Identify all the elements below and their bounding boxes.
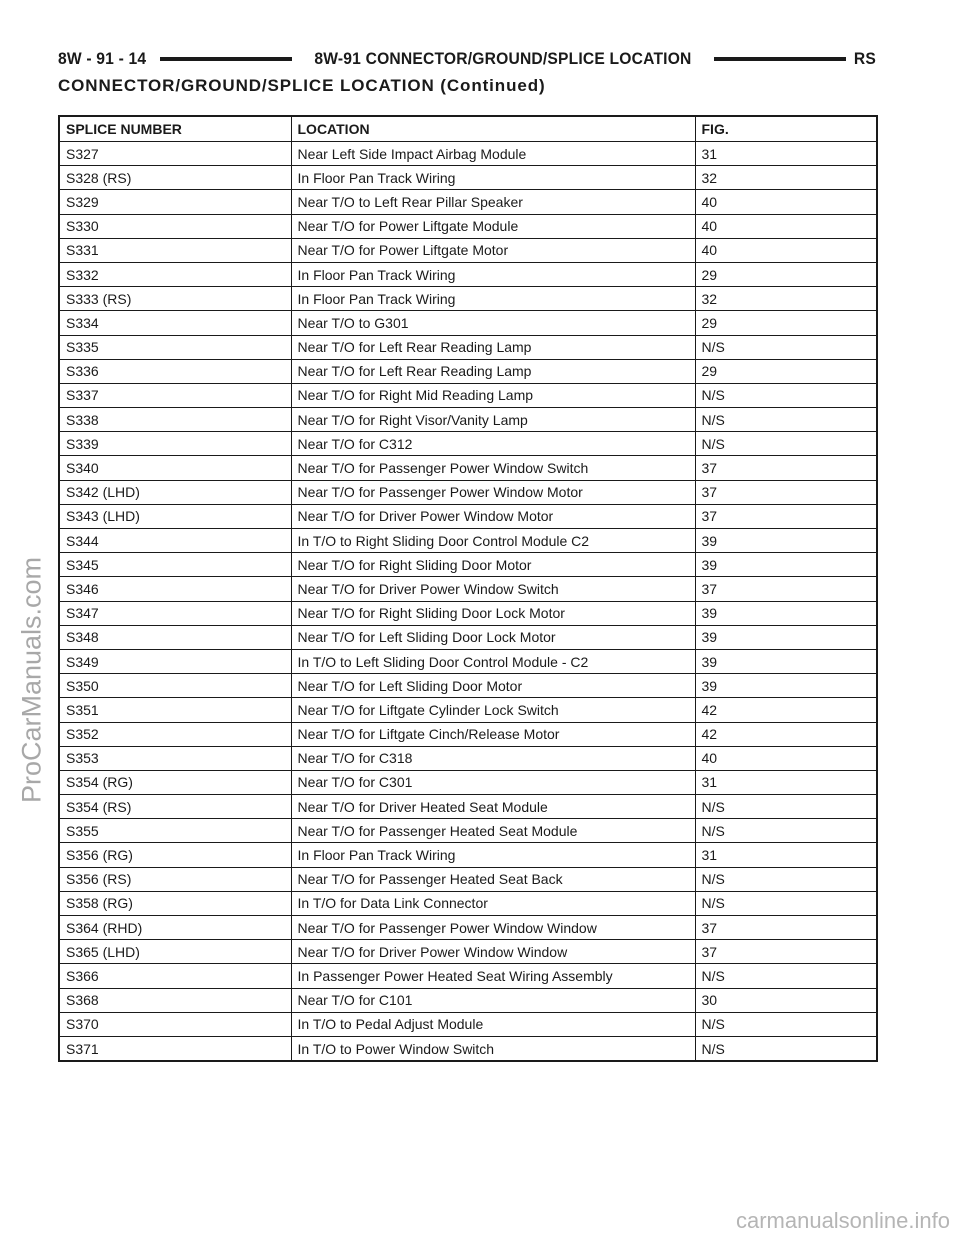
- location-cell: In Floor Pan Track Wiring: [291, 262, 695, 286]
- location-cell: Near Left Side Impact Airbag Module: [291, 142, 695, 166]
- splice-number-cell: S342 (LHD): [59, 480, 291, 504]
- location-cell: Near T/O for Passenger Power Window Motor: [291, 480, 695, 504]
- location-cell: In T/O to Pedal Adjust Module: [291, 1012, 695, 1036]
- location-cell: Near T/O for Power Liftgate Module: [291, 214, 695, 238]
- fig-cell: 29: [695, 311, 877, 335]
- fig-cell: N/S: [695, 1012, 877, 1036]
- location-cell: Near T/O for Left Sliding Door Lock Motor: [291, 625, 695, 649]
- splice-number-cell: S328 (RS): [59, 166, 291, 190]
- chapter-title: 8W-91 CONNECTOR/GROUND/SPLICE LOCATION: [314, 49, 692, 68]
- table-row: [59, 1012, 877, 1036]
- fig-cell: 37: [695, 940, 877, 964]
- table-body: [59, 142, 877, 1062]
- fig-cell: 37: [695, 456, 877, 480]
- splice-number-cell: S354 (RG): [59, 770, 291, 794]
- fig-cell: N/S: [695, 964, 877, 988]
- header-rule-right: [714, 57, 846, 61]
- location-cell: In Floor Pan Track Wiring: [291, 166, 695, 190]
- fig-cell: 37: [695, 916, 877, 940]
- fig-cell: N/S: [695, 819, 877, 843]
- table-row: [59, 408, 877, 432]
- splice-number-cell: S356 (RG): [59, 843, 291, 867]
- fig-cell: 37: [695, 577, 877, 601]
- splice-number-cell: S366: [59, 964, 291, 988]
- fig-cell: 37: [695, 480, 877, 504]
- splice-number-cell: S352: [59, 722, 291, 746]
- table-row: [59, 698, 877, 722]
- location-cell: Near T/O for Right Sliding Door Lock Motor: [291, 601, 695, 625]
- fig-cell: 39: [695, 649, 877, 673]
- splice-number-cell: S339: [59, 432, 291, 456]
- location-cell: Near T/O for Passenger Power Window Switch: [291, 456, 695, 480]
- location-cell: Near T/O for Driver Power Window Switch: [291, 577, 695, 601]
- table-row: [59, 190, 877, 214]
- column-header-location: LOCATION: [291, 116, 695, 142]
- table-row: [59, 601, 877, 625]
- table-row: [59, 891, 877, 915]
- splice-number-cell: S347: [59, 601, 291, 625]
- side-watermark: [12, 0, 52, 1242]
- table-row: [59, 504, 877, 528]
- fig-cell: N/S: [695, 891, 877, 915]
- splice-number-cell: S338: [59, 408, 291, 432]
- fig-cell: 37: [695, 504, 877, 528]
- fig-cell: 39: [695, 625, 877, 649]
- splice-number-cell: S337: [59, 383, 291, 407]
- fig-cell: 32: [695, 287, 877, 311]
- fig-cell: N/S: [695, 383, 877, 407]
- table-row: [59, 867, 877, 891]
- splice-location-table: [58, 115, 878, 1062]
- location-cell: Near T/O for C312: [291, 432, 695, 456]
- location-cell: Near T/O for C301: [291, 770, 695, 794]
- table-row: [59, 432, 877, 456]
- splice-number-cell: S368: [59, 988, 291, 1012]
- fig-cell: 31: [695, 770, 877, 794]
- table-row: [59, 359, 877, 383]
- fig-cell: 39: [695, 529, 877, 553]
- splice-number-cell: S340: [59, 456, 291, 480]
- table-row: [59, 214, 877, 238]
- location-cell: Near T/O for Driver Power Window Window: [291, 940, 695, 964]
- fig-cell: 40: [695, 214, 877, 238]
- fig-cell: N/S: [695, 432, 877, 456]
- fig-cell: N/S: [695, 335, 877, 359]
- location-cell: In T/O to Power Window Switch: [291, 1036, 695, 1061]
- table-row: [59, 795, 877, 819]
- location-cell: In Passenger Power Heated Seat Wiring Assembly: [291, 964, 695, 988]
- location-cell: Near T/O for C318: [291, 746, 695, 770]
- fig-cell: 31: [695, 142, 877, 166]
- fig-cell: 29: [695, 262, 877, 286]
- table-row: [59, 746, 877, 770]
- table-row: [59, 529, 877, 553]
- table-row: [59, 916, 877, 940]
- table-row: [59, 311, 877, 335]
- table-row: [59, 166, 877, 190]
- table-row: [59, 843, 877, 867]
- location-cell: Near T/O for Right Sliding Door Motor: [291, 553, 695, 577]
- location-cell: Near T/O for Passenger Heated Seat Module: [291, 819, 695, 843]
- location-cell: Near T/O for Passenger Power Window Window: [291, 916, 695, 940]
- splice-number-cell: S332: [59, 262, 291, 286]
- splice-number-cell: S327: [59, 142, 291, 166]
- table-row: [59, 262, 877, 286]
- page-number: 8W - 91 - 14: [58, 49, 147, 68]
- table-row: [59, 238, 877, 262]
- splice-number-cell: S364 (RHD): [59, 916, 291, 940]
- splice-number-cell: S365 (LHD): [59, 940, 291, 964]
- table-row: [59, 142, 877, 166]
- location-cell: Near T/O for Right Mid Reading Lamp: [291, 383, 695, 407]
- splice-number-cell: S353: [59, 746, 291, 770]
- splice-number-cell: S333 (RS): [59, 287, 291, 311]
- splice-number-cell: S351: [59, 698, 291, 722]
- splice-number-cell: S334: [59, 311, 291, 335]
- splice-number-cell: S346: [59, 577, 291, 601]
- splice-number-cell: S336: [59, 359, 291, 383]
- location-cell: Near T/O for Left Rear Reading Lamp: [291, 359, 695, 383]
- column-header-splice-number: SPLICE NUMBER: [59, 116, 291, 142]
- splice-number-cell: S331: [59, 238, 291, 262]
- splice-number-cell: S356 (RS): [59, 867, 291, 891]
- fig-cell: N/S: [695, 408, 877, 432]
- table-row: [59, 988, 877, 1012]
- fig-cell: 39: [695, 553, 877, 577]
- table-row: [59, 674, 877, 698]
- fig-cell: 40: [695, 746, 877, 770]
- location-cell: In T/O to Right Sliding Door Control Module C2: [291, 529, 695, 553]
- location-cell: Near T/O for Passenger Heated Seat Back: [291, 867, 695, 891]
- splice-number-cell: S350: [59, 674, 291, 698]
- splice-number-cell: S370: [59, 1012, 291, 1036]
- table-row: [59, 625, 877, 649]
- table-row: [59, 940, 877, 964]
- header-rule-left: [160, 57, 292, 61]
- splice-number-cell: S355: [59, 819, 291, 843]
- splice-number-cell: S349: [59, 649, 291, 673]
- splice-number-cell: S354 (RS): [59, 795, 291, 819]
- table-row: [59, 964, 877, 988]
- fig-cell: 40: [695, 190, 877, 214]
- bottom-watermark: carmanualsonline.info: [735, 1208, 950, 1233]
- table-row: [59, 819, 877, 843]
- location-cell: In T/O for Data Link Connector: [291, 891, 695, 915]
- location-cell: Near T/O for Right Visor/Vanity Lamp: [291, 408, 695, 432]
- fig-cell: 31: [695, 843, 877, 867]
- table-row: [59, 480, 877, 504]
- fig-cell: 40: [695, 238, 877, 262]
- splice-number-cell: S329: [59, 190, 291, 214]
- fig-cell: 39: [695, 601, 877, 625]
- table-row: [59, 649, 877, 673]
- table-row: [59, 335, 877, 359]
- fig-cell: 42: [695, 698, 877, 722]
- splice-number-cell: S358 (RG): [59, 891, 291, 915]
- splice-number-cell: S335: [59, 335, 291, 359]
- location-cell: In T/O to Left Sliding Door Control Module - C2: [291, 649, 695, 673]
- table-row: [59, 287, 877, 311]
- fig-cell: N/S: [695, 1036, 877, 1061]
- column-header-fig: FIG.: [695, 116, 877, 142]
- splice-number-cell: S371: [59, 1036, 291, 1061]
- fig-cell: N/S: [695, 867, 877, 891]
- location-cell: In Floor Pan Track Wiring: [291, 287, 695, 311]
- fig-cell: 30: [695, 988, 877, 1012]
- splice-number-cell: S343 (LHD): [59, 504, 291, 528]
- location-cell: Near T/O for Power Liftgate Motor: [291, 238, 695, 262]
- table-row: [59, 722, 877, 746]
- splice-number-cell: S330: [59, 214, 291, 238]
- model-code: RS: [853, 49, 876, 68]
- fig-cell: 32: [695, 166, 877, 190]
- location-cell: Near T/O for C101: [291, 988, 695, 1012]
- location-cell: Near T/O for Left Rear Reading Lamp: [291, 335, 695, 359]
- table-row: [59, 770, 877, 794]
- fig-cell: 42: [695, 722, 877, 746]
- fig-cell: N/S: [695, 795, 877, 819]
- fig-cell: 39: [695, 674, 877, 698]
- splice-number-cell: S345: [59, 553, 291, 577]
- table-row: [59, 383, 877, 407]
- side-watermark-text: ProCarManuals.com: [16, 556, 47, 804]
- location-cell: Near T/O to G301: [291, 311, 695, 335]
- table-row: [59, 1036, 877, 1061]
- location-cell: In Floor Pan Track Wiring: [291, 843, 695, 867]
- location-cell: Near T/O for Liftgate Cinch/Release Motor: [291, 722, 695, 746]
- location-cell: Near T/O to Left Rear Pillar Speaker: [291, 190, 695, 214]
- fig-cell: 29: [695, 359, 877, 383]
- table-row: [59, 456, 877, 480]
- splice-number-cell: S348: [59, 625, 291, 649]
- location-cell: Near T/O for Driver Power Window Motor: [291, 504, 695, 528]
- page-header: [58, 44, 876, 74]
- section-title: CONNECTOR/GROUND/SPLICE LOCATION (Continued): [58, 76, 546, 95]
- table-row: [59, 577, 877, 601]
- table-header-row: [59, 116, 877, 142]
- table-row: [59, 553, 877, 577]
- location-cell: Near T/O for Liftgate Cylinder Lock Switch: [291, 698, 695, 722]
- location-cell: Near T/O for Driver Heated Seat Module: [291, 795, 695, 819]
- splice-number-cell: S344: [59, 529, 291, 553]
- location-cell: Near T/O for Left Sliding Door Motor: [291, 674, 695, 698]
